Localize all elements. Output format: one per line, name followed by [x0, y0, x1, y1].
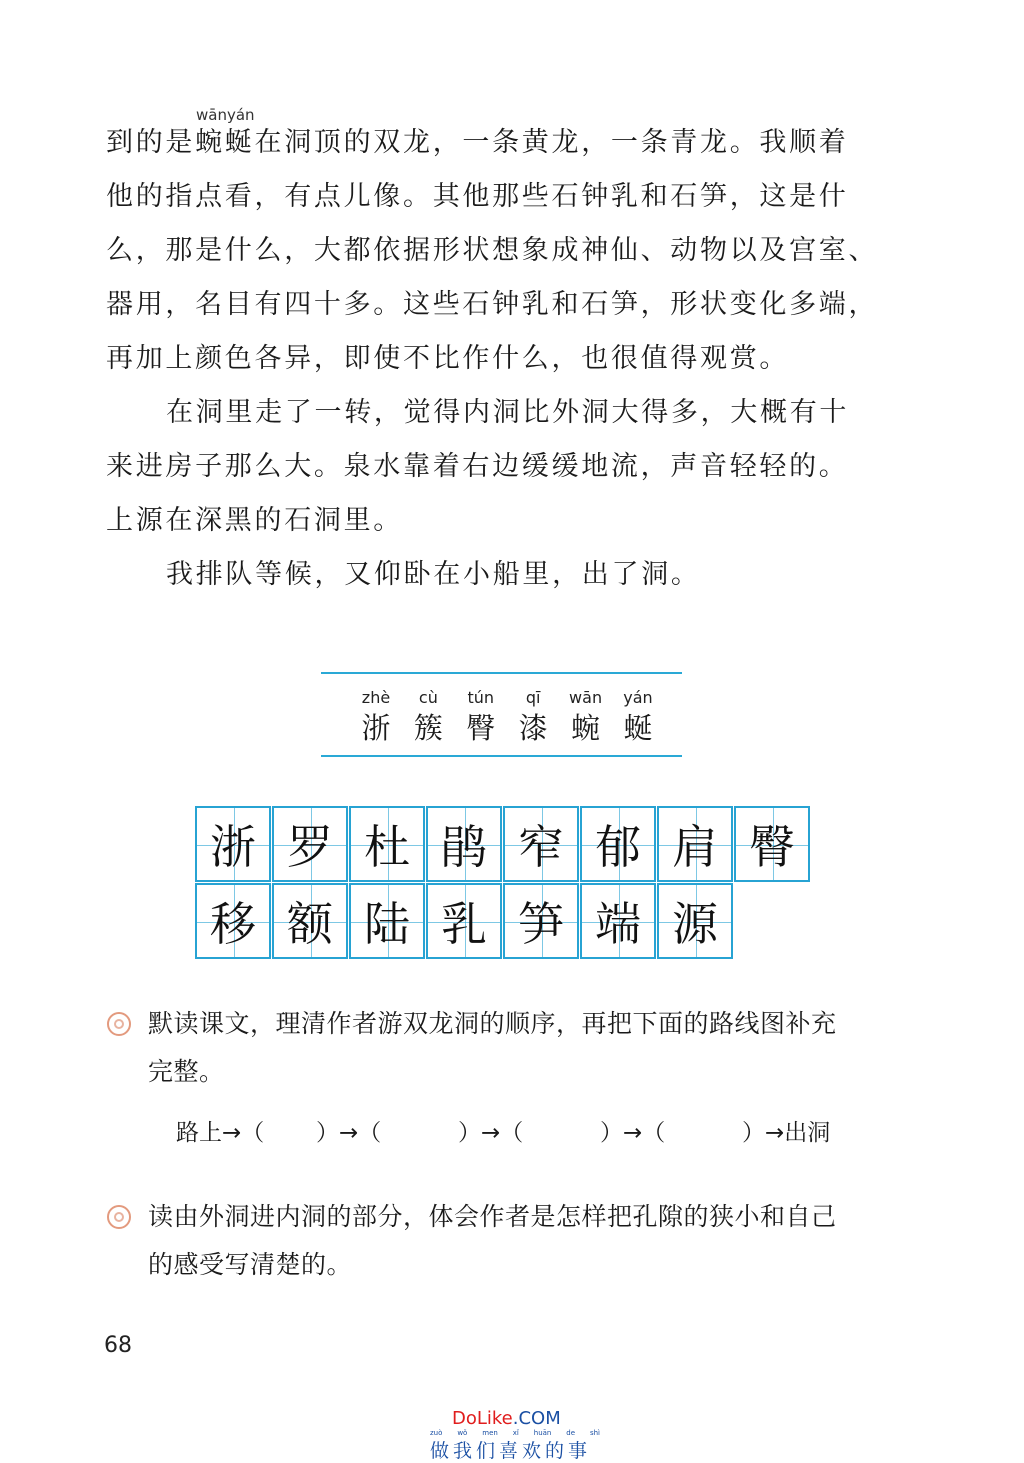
page-number: 68 — [104, 1333, 132, 1358]
grid-cell: 肩 — [657, 806, 733, 882]
exercise-bullet-icon — [107, 1012, 131, 1036]
exercise-1-text: 完整。 — [148, 1057, 225, 1086]
route-step: ）→（ — [458, 1120, 524, 1146]
watermark-pinyin-syllable: shì — [589, 1429, 600, 1437]
text-line: 上源在深黑的石洞里。 — [106, 505, 403, 536]
vocab-pinyin: wān — [569, 688, 603, 707]
grid-cell: 额 — [272, 883, 348, 959]
watermark-pinyin-syllable: xǐ — [512, 1429, 519, 1437]
exercise-2-text: 的感受写清楚的。 — [148, 1250, 353, 1279]
watermark-brand: DoLike — [452, 1408, 513, 1429]
text-line: 来进房子那么大。泉水靠着右边缓缓地流，声音轻轻的。 — [106, 451, 849, 482]
watermark-pinyin-syllable: wǒ — [457, 1429, 468, 1437]
text-line: 他的指点看，有点儿像。其他那些石钟乳和石笋，这是什 — [106, 181, 849, 212]
watermark-brand-suffix: .COM — [512, 1408, 561, 1429]
text-line: 在洞里走了一转，觉得内洞比外洞大得多，大概有十 — [166, 397, 850, 428]
grid-cell: 窄 — [503, 806, 579, 882]
pinyin-annotation: wānyán — [196, 106, 255, 124]
grid-cell: 罗 — [272, 806, 348, 882]
grid-cell: 陆 — [349, 883, 425, 959]
route-step: ）→出洞 — [742, 1120, 831, 1146]
vocab-pinyin: yán — [623, 688, 653, 707]
text-line: 到的是蜿蜒在洞顶的双龙，一条黄龙，一条青龙。我顺着 — [106, 127, 849, 158]
watermark-pinyin-syllable: huān — [533, 1429, 552, 1437]
grid-cell: 乳 — [426, 883, 502, 959]
route-step: ）→（ — [600, 1120, 666, 1146]
vocab-pinyin: cù — [418, 688, 438, 707]
vocab-char: 蜿 — [571, 711, 601, 745]
watermark-pinyin-syllable: men — [482, 1429, 498, 1437]
vocab-pinyin: tún — [467, 688, 495, 707]
route-step: 路上→（ — [176, 1120, 265, 1146]
vocab-char: 臀 — [466, 711, 496, 745]
watermark-pinyin-syllable: de — [566, 1429, 576, 1437]
vocab-char-row — [352, 706, 662, 747]
text-line: 再加上颜色各异，即使不比作什么，也很值得观赏。 — [106, 343, 790, 374]
vocab-char: 漆 — [518, 711, 548, 745]
exercise-1-text: 默读课文，理清作者游双龙洞的顺序，再把下面的路线图补充 — [148, 1009, 837, 1038]
grid-cell: 臀 — [734, 806, 810, 882]
vocab-pinyin: zhè — [361, 688, 391, 707]
grid-cell: 郁 — [580, 806, 656, 882]
vocab-pinyin: qī — [525, 688, 541, 707]
vocab-char: 蜒 — [623, 711, 653, 745]
text-line: 么，那是什么，大都依据形状想象成神仙、动物以及宫室、 — [106, 235, 879, 266]
exercise-2-text: 读由外洞进内洞的部分，体会作者是怎样把孔隙的狭小和自己 — [148, 1202, 837, 1231]
grid-cell: 源 — [657, 883, 733, 959]
vocab-char: 浙 — [361, 711, 391, 745]
grid-cell: 移 — [195, 883, 271, 959]
vocab-pinyin-row — [352, 688, 662, 707]
text-line: 我排队等候，又仰卧在小船里，出了洞。 — [166, 559, 701, 590]
watermark-logo — [452, 1408, 561, 1429]
exercise-bullet-icon — [107, 1205, 131, 1229]
route-diagram — [176, 1114, 896, 1147]
grid-cell: 端 — [580, 883, 656, 959]
text-line: 器用，名目有四十多。这些石钟乳和石笋，形状变化多端， — [106, 289, 879, 320]
grid-cell: 笋 — [503, 883, 579, 959]
route-step: ）→（ — [316, 1120, 382, 1146]
watermark-slogan: 做我们喜欢的事 — [430, 1440, 592, 1462]
grid-cell: 鹃 — [426, 806, 502, 882]
vocab-rule-bottom — [321, 755, 682, 757]
watermark-pinyin-syllable: zuò — [430, 1429, 443, 1437]
grid-cell: 浙 — [195, 806, 271, 882]
vocab-rule-top — [321, 672, 682, 674]
vocab-char: 簇 — [413, 711, 443, 745]
grid-cell: 杜 — [349, 806, 425, 882]
